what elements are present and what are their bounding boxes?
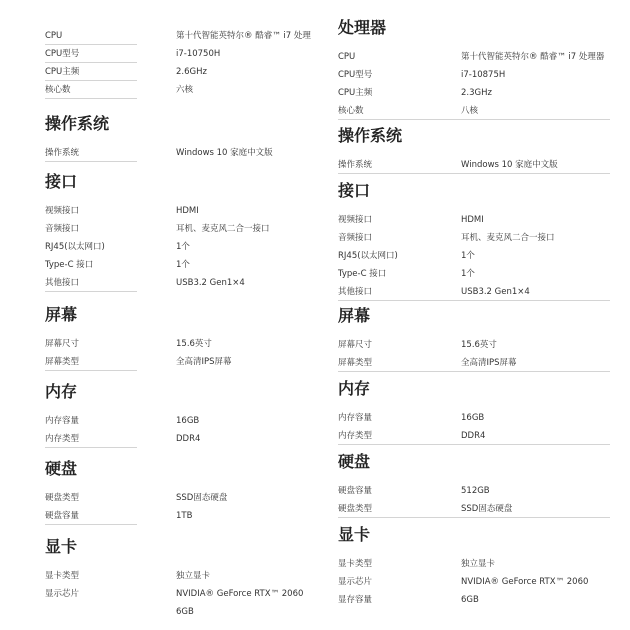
section-title: 接口 xyxy=(45,172,78,191)
spec-label: 内存类型 xyxy=(338,431,373,441)
section-title: 接口 xyxy=(338,181,371,200)
section-title: 硬盘 xyxy=(338,452,371,471)
spec-label: 内存容量 xyxy=(45,416,80,426)
spec-label: 屏幕尺寸 xyxy=(45,339,80,349)
spec-value: 16GB xyxy=(461,413,485,423)
spec-value: 15.6英寸 xyxy=(176,339,212,349)
spec-value: NVIDIA® GeForce RTX™ 2060 xyxy=(461,577,589,587)
spec-label: 屏幕尺寸 xyxy=(338,340,373,350)
section-processor-left xyxy=(45,27,310,99)
section-title: 内存 xyxy=(338,379,371,398)
spec-row-other-ports xyxy=(45,274,310,292)
spec-row-storage-type xyxy=(45,489,310,507)
spec-value: 独立显卡 xyxy=(176,571,211,581)
spec-row-cores xyxy=(338,102,610,120)
section-title: 操作系统 xyxy=(45,114,110,133)
spec-row-gpu-type xyxy=(45,567,310,585)
section-os-left xyxy=(45,114,310,162)
spec-row-cpu-model xyxy=(45,45,310,63)
spec-row-other-ports xyxy=(338,283,610,301)
spec-row-screen-type xyxy=(338,354,610,372)
section-title: 显卡 xyxy=(45,537,78,556)
spec-label: CPU型号 xyxy=(45,49,80,59)
spec-label: 音频接口 xyxy=(45,224,80,234)
spec-value: USB3.2 Gen1×4 xyxy=(461,287,530,297)
spec-row-cpu-freq xyxy=(45,63,310,81)
spec-row-video-port xyxy=(338,211,610,229)
row-divider xyxy=(338,517,610,518)
section-title: 内存 xyxy=(45,382,78,401)
spec-row-screen-size xyxy=(338,336,610,354)
spec-label: 音频接口 xyxy=(338,233,373,243)
spec-row-memory-capacity xyxy=(338,409,610,427)
spec-row-gpu-memory xyxy=(338,591,610,609)
spec-label: CPU xyxy=(45,31,63,41)
row-divider xyxy=(45,161,137,162)
spec-row-audio-port xyxy=(338,229,610,247)
spec-label: CPU主频 xyxy=(45,67,80,77)
spec-label: 核心数 xyxy=(338,106,364,116)
spec-row-gpu-chip xyxy=(338,573,610,591)
spec-label: 屏幕类型 xyxy=(338,358,373,368)
spec-label: 内存容量 xyxy=(338,413,373,423)
spec-label: 其他接口 xyxy=(45,278,80,288)
section-title: 硬盘 xyxy=(45,459,78,478)
spec-row-rj45 xyxy=(45,238,310,256)
spec-value: 全高清IPS屏幕 xyxy=(461,358,517,368)
spec-value: HDMI xyxy=(461,215,484,225)
section-storage-right xyxy=(338,452,610,518)
spec-value: Windows 10 家庭中文版 xyxy=(461,160,558,170)
spec-row-rj45 xyxy=(338,247,610,265)
spec-label: 显卡类型 xyxy=(338,559,373,569)
spec-value: DDR4 xyxy=(461,431,486,441)
spec-value: 1个 xyxy=(461,251,475,261)
spec-row-gpu-memory xyxy=(45,603,310,621)
spec-row-cpu xyxy=(45,27,310,45)
spec-label: Type-C 接口 xyxy=(45,260,94,270)
spec-value: 耳机、麦克风二合一接口 xyxy=(176,224,270,234)
spec-row-memory-type xyxy=(45,430,310,448)
section-ports-left xyxy=(45,172,310,292)
spec-row-audio-port xyxy=(45,220,310,238)
spec-label: 硬盘类型 xyxy=(338,504,373,514)
section-os-right xyxy=(338,126,610,174)
spec-row-screen-size xyxy=(45,335,310,353)
row-divider xyxy=(338,444,610,445)
section-memory-left xyxy=(45,382,310,448)
spec-value: SSD固态硬盘 xyxy=(461,504,513,514)
spec-label: 视频接口 xyxy=(45,206,80,216)
row-divider xyxy=(45,370,137,371)
spec-row-typec xyxy=(338,265,610,283)
spec-row-memory-capacity xyxy=(45,412,310,430)
spec-label: 显示芯片 xyxy=(45,589,80,599)
spec-value: USB3.2 Gen1×4 xyxy=(176,278,245,288)
spec-label: 硬盘类型 xyxy=(45,493,80,503)
spec-label: Type-C 接口 xyxy=(338,269,387,279)
spec-value: i7-10875H xyxy=(461,70,506,80)
row-divider xyxy=(338,173,610,174)
spec-value: 6GB xyxy=(176,607,194,617)
spec-label: CPU xyxy=(338,52,356,62)
spec-row-video-port xyxy=(45,202,310,220)
row-divider xyxy=(45,524,137,525)
row-divider xyxy=(338,119,610,120)
spec-label: 视频接口 xyxy=(338,215,373,225)
spec-value: 第十代智能英特尔® 酷睿™ i7 处理器 xyxy=(461,52,605,62)
spec-label: 核心数 xyxy=(45,85,71,95)
spec-value: 16GB xyxy=(176,416,200,426)
spec-value: 15.6英寸 xyxy=(461,340,497,350)
spec-value: HDMI xyxy=(176,206,199,216)
section-title: 处理器 xyxy=(338,18,387,37)
spec-value: 六核 xyxy=(176,85,194,95)
spec-value: SSD固态硬盘 xyxy=(176,493,228,503)
section-processor-right xyxy=(338,18,610,120)
spec-row-storage-type xyxy=(338,500,610,518)
section-gpu-left xyxy=(45,537,310,621)
spec-value: 2.3GHz xyxy=(461,88,492,98)
spec-label: CPU主频 xyxy=(338,88,373,98)
spec-value: 第十代智能英特尔® 酷睿™ i7 处理 xyxy=(176,31,311,41)
section-title: 操作系统 xyxy=(338,126,403,145)
spec-row-cores xyxy=(45,81,310,99)
section-screen-left xyxy=(45,305,310,371)
spec-row-typec xyxy=(45,256,310,274)
spec-label: 操作系统 xyxy=(45,148,80,158)
spec-value: 耳机、麦克风二合一接口 xyxy=(461,233,555,243)
spec-label: 操作系统 xyxy=(338,160,373,170)
section-title: 屏幕 xyxy=(45,305,78,324)
spec-label: 屏幕类型 xyxy=(45,357,80,367)
spec-value: 1个 xyxy=(176,242,190,252)
spec-value: NVIDIA® GeForce RTX™ 2060 xyxy=(176,589,304,599)
section-memory-right xyxy=(338,379,610,445)
row-divider xyxy=(45,447,137,448)
spec-value: 八核 xyxy=(461,106,479,116)
spec-label: RJ45(以太网口) xyxy=(338,251,398,261)
spec-label: 内存类型 xyxy=(45,434,80,444)
spec-label: 显卡类型 xyxy=(45,571,80,581)
row-divider xyxy=(45,291,137,292)
section-ports-right xyxy=(338,181,610,301)
spec-value: 1个 xyxy=(176,260,190,270)
spec-value: 1TB xyxy=(176,511,193,521)
spec-row-storage-capacity xyxy=(338,482,610,500)
spec-row-os xyxy=(45,144,310,162)
spec-label: 显存容量 xyxy=(338,595,373,605)
spec-value: 1个 xyxy=(461,269,475,279)
section-gpu-right xyxy=(338,525,610,609)
spec-value: 独立显卡 xyxy=(461,559,496,569)
spec-row-cpu-model xyxy=(338,66,610,84)
spec-row-gpu-chip xyxy=(45,585,310,603)
spec-value: 全高清IPS屏幕 xyxy=(176,357,232,367)
row-divider xyxy=(338,371,610,372)
spec-row-cpu-freq xyxy=(338,84,610,102)
spec-value: i7-10750H xyxy=(176,49,221,59)
section-title: 屏幕 xyxy=(338,306,371,325)
row-divider xyxy=(338,300,610,301)
section-storage-left xyxy=(45,459,310,525)
spec-row-cpu xyxy=(338,48,610,66)
spec-value: 512GB xyxy=(461,486,490,496)
spec-row-memory-type xyxy=(338,427,610,445)
section-screen-right xyxy=(338,306,610,372)
spec-label: 硬盘容量 xyxy=(338,486,373,496)
spec-row-os xyxy=(338,156,610,174)
spec-row-screen-type xyxy=(45,353,310,371)
spec-value: 6GB xyxy=(461,595,479,605)
spec-label: RJ45(以太网口) xyxy=(45,242,105,252)
spec-label: 硬盘容量 xyxy=(45,511,80,521)
spec-label: 其他接口 xyxy=(338,287,373,297)
spec-label: 显示芯片 xyxy=(338,577,373,587)
spec-value: Windows 10 家庭中文版 xyxy=(176,148,273,158)
spec-label: CPU型号 xyxy=(338,70,373,80)
spec-value: DDR4 xyxy=(176,434,201,444)
section-title: 显卡 xyxy=(338,525,371,544)
spec-row-storage-capacity xyxy=(45,507,310,525)
row-divider xyxy=(45,98,137,99)
spec-value: 2.6GHz xyxy=(176,67,207,77)
spec-row-gpu-type xyxy=(338,555,610,573)
